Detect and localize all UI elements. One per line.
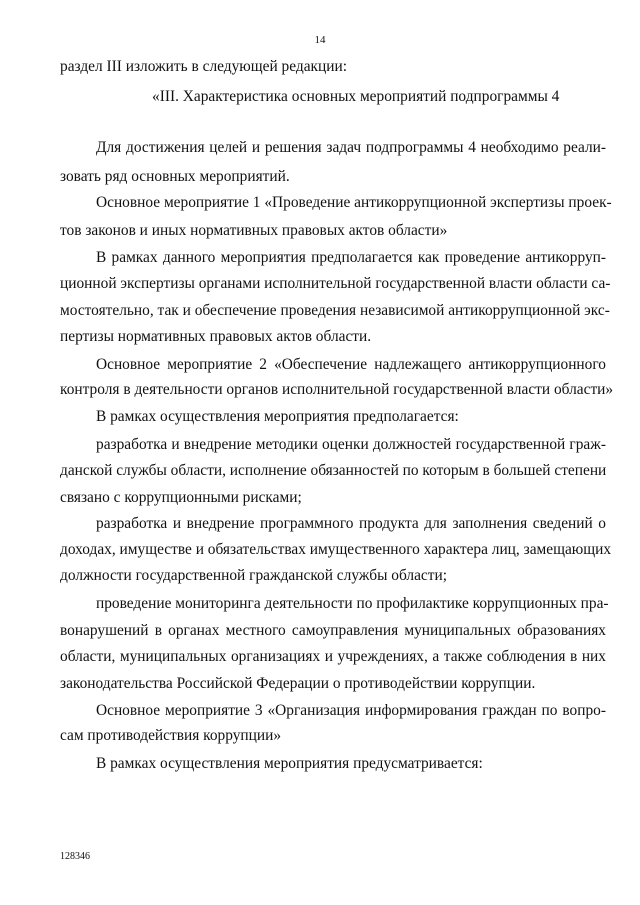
text-line: раздел III изложить в следующей редакции: (60, 58, 348, 75)
text-line: мостоятельно, так и обеспечение проведения независимой антикоррупционной экс- (60, 302, 610, 319)
text-line: Основное мероприятие 1 «Проведение антикоррупционной экспертизы проек- (96, 194, 612, 211)
text-line: контроля в деятельности органов исполнительной государственной власти области» (60, 381, 614, 398)
document-code: 128346 (60, 851, 90, 862)
text-line: разработка и внедрение программного продукта для заполнения сведений о (96, 515, 606, 532)
text-line: связано с коррупционными рисками; (60, 489, 302, 506)
text-line: должности государственной гражданской службы области; (60, 567, 447, 584)
text-line: сам противодействия коррупции» (60, 727, 282, 744)
text-line: данской службы области, исполнение обязанностей по которым в большей степени (60, 462, 607, 479)
text-line: ционной экспертизы органами исполнительной государственной власти области са- (60, 275, 611, 292)
text-line: разработка и внедрение методики оценки должностей государственной граж- (96, 436, 606, 453)
text-line: Для достижения целей и решения задач подпрограммы 4 необходимо реали- (96, 139, 606, 156)
text-line: зовать ряд основных мероприятий. (60, 168, 290, 185)
text-line: законодательства Российской Федерации о противодействии коррупции. (60, 675, 536, 692)
section-heading: «III. Характеристика основных мероприятий подпрограммы 4 (152, 88, 560, 105)
page-number: 14 (314, 34, 326, 46)
text-line: В рамках осуществления мероприятия предусматривается: (96, 755, 483, 772)
text-line: вонарушений в органах местного самоуправления муниципальных образованиях (60, 622, 606, 639)
text-line: Основное мероприятие 2 «Обеспечение надлежащего антикоррупционного (96, 356, 606, 373)
text-line: доходах, имуществе и обязательствах имущественного характера лиц, замещающих (60, 541, 612, 558)
text-line: В рамках данного мероприятия предполагается как проведение антикорруп- (96, 249, 606, 266)
text-line: проведение мониторинга деятельности по профилактике коррупционных пра- (96, 595, 609, 612)
text-line: Основное мероприятие 3 «Организация информирования граждан по вопро- (96, 702, 606, 719)
text-line: тов законов и иных нормативных правовых актов области» (60, 222, 448, 239)
text-line: области, муниципальных организациях и учреждениях, а также соблюдения в них (60, 648, 606, 665)
text-line: пертизы нормативных правовых актов области. (60, 328, 372, 345)
text-line: В рамках осуществления мероприятия предполагается: (96, 408, 459, 425)
